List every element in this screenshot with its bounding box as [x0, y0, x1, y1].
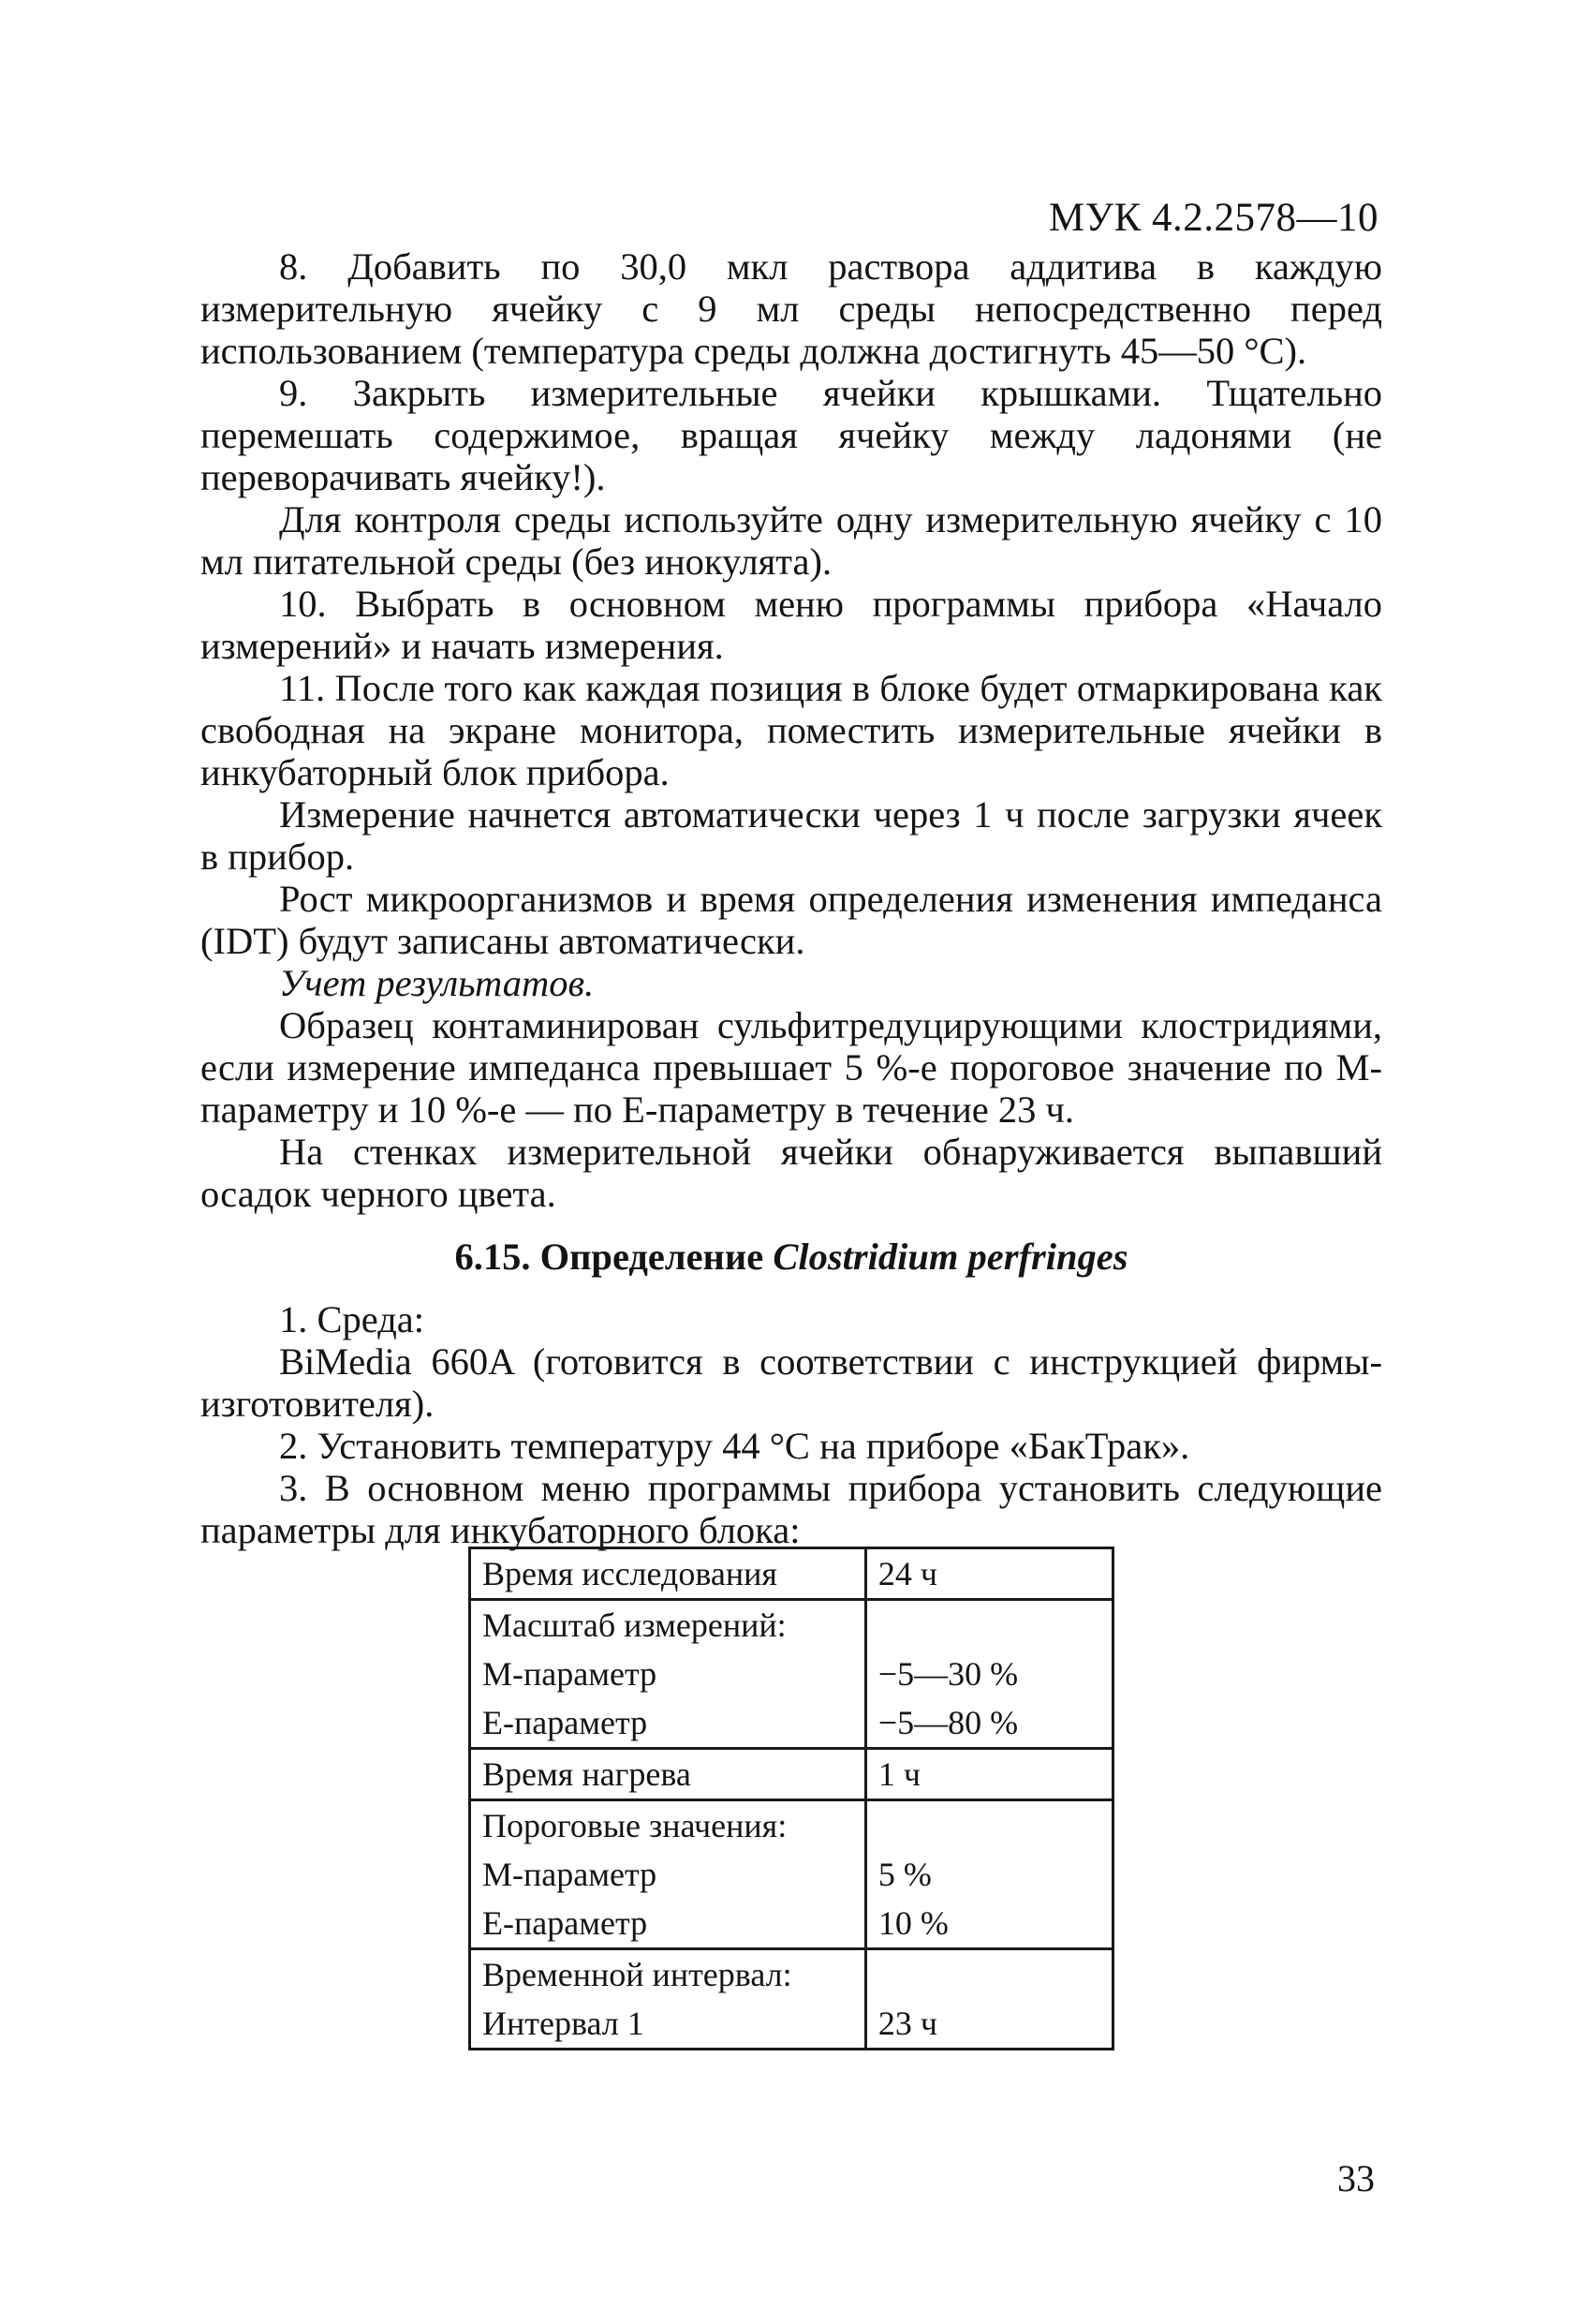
step-1-medium: 1. Среда: [279, 1298, 425, 1340]
table-cell-label [470, 1548, 866, 1600]
paragraph-contamination: Образец контаминирован сульфитредуцирующими клостридиями, если измерение импеданса превышает 5 %-е пороговое значение по М-параметру и 10 %-е — по Е-параметру в течение 23 ч. [200, 1004, 1382, 1131]
page-number: 33 [1337, 2157, 1375, 2199]
table-row [470, 1600, 1113, 1749]
table-cell-value [865, 1548, 1113, 1600]
row-label: М-параметр [482, 1856, 657, 1893]
row-label: Интервал 1 [482, 2005, 644, 2042]
table-cell-value [865, 1800, 1113, 1949]
paragraph-measurement-start: Измерение начнется автоматически через 1 ч после загрузки ячеек в прибор. [200, 793, 1382, 878]
row-value: 24 ч [877, 1555, 937, 1592]
paragraph-control: Для контроля среды используйте одну измерительную ячейку с 10 мл питательной среды (без инокулята). [200, 498, 1382, 583]
incubator-parameters-table [468, 1547, 1114, 2050]
row-value: 10 % [877, 1904, 949, 1942]
row-value [878, 1801, 1100, 1850]
row-label: Время нагрева [482, 1755, 691, 1793]
paragraph-step-8: 8. Добавить по 30,0 мкл раствора аддитива в каждую измерительную ячейку с 9 мл среды непосредственно перед использованием (температура среды должна достигнуть 45—50 °С). [200, 245, 1382, 372]
table-row [470, 1749, 1113, 1800]
step-1-medium-detail: BiMedia 660A (готовится в соответствии с инструкцией фирмы-изготовителя). [200, 1340, 1382, 1425]
table-cell-label [470, 1600, 866, 1749]
paragraph-step-9: 9. Закрыть измерительные ячейки крышками. Тщательно перемешать содержимое, вращая ячейку между ладонями (не переворачивать ячейку!). [200, 372, 1382, 498]
step-2-temperature: 2. Установить температуру 44 °С на приборе «БакТрак». [279, 1425, 1190, 1467]
paragraph-idt: Рост микроорганизмов и время определения изменения импеданса (IDT) будут записаны автоматически. [200, 878, 1382, 962]
row-label: Е-параметр [482, 1904, 648, 1942]
row-label: Время исследования [482, 1555, 777, 1592]
section-species: Clostridium perfringes [773, 1236, 1128, 1278]
paragraph-sediment: На стенках измерительной ячейки обнаруживается выпавший осадок черного цвета. [200, 1131, 1382, 1215]
row-label: М-параметр [482, 1655, 657, 1693]
row-label: Масштаб измерений: [482, 1606, 787, 1644]
table-row [470, 1800, 1113, 1949]
row-value: 5 % [877, 1856, 932, 1893]
row-value: 1 ч [877, 1755, 921, 1793]
row-label: Е-параметр [482, 1704, 648, 1741]
table-cell-value [865, 1949, 1113, 2050]
table-cell-label [470, 1749, 866, 1800]
section-heading [200, 1236, 1382, 1278]
document-code-header: МУК 4.2.2578—10 [1048, 196, 1378, 240]
row-label: Временной интервал: [482, 1956, 792, 1993]
results-subheading: Учет результатов. [279, 962, 595, 1004]
table-cell-label [470, 1800, 866, 1949]
row-value [878, 1601, 1100, 1650]
row-label: Пороговые значения: [482, 1807, 788, 1844]
row-value: −5—80 % [877, 1704, 1019, 1741]
table-row [470, 1548, 1113, 1600]
body-text [200, 245, 1382, 1551]
paragraph-step-11: 11. После того как каждая позиция в блоке будет отмаркирована как свободная на экране монитора, поместить измерительные ячейки в инкубаторный блок прибора. [200, 667, 1382, 793]
table-cell-value [865, 1749, 1113, 1800]
row-value: −5—30 % [877, 1655, 1019, 1693]
paragraph-step-10: 10. Выбрать в основном меню программы прибора «Начало измерений» и начать измерения. [200, 583, 1382, 667]
section-title: 6.15. Определение [454, 1236, 764, 1278]
row-value: 23 ч [877, 2005, 937, 2042]
table-cell-label [470, 1949, 866, 2050]
table-cell-value [865, 1600, 1113, 1749]
table-row [470, 1949, 1113, 2050]
step-3-parameters: 3. В основном меню программы прибора установить следующие параметры для инкубаторного блока: [200, 1467, 1382, 1551]
row-value [878, 1950, 1100, 1999]
